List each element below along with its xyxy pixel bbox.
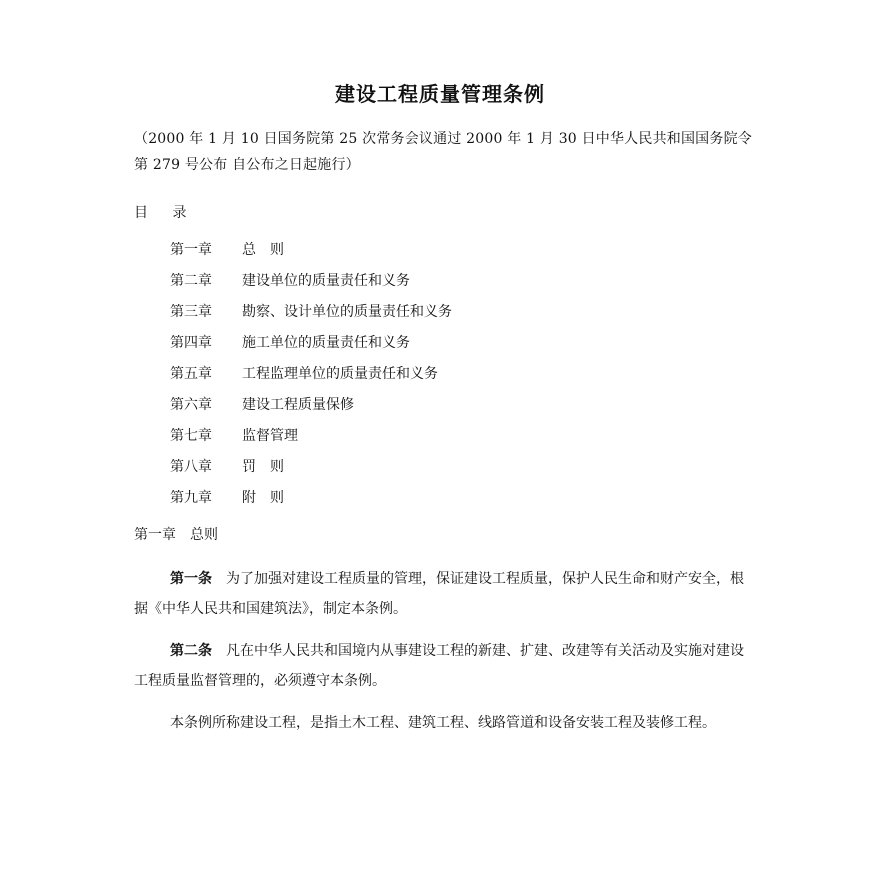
article-label: 第一条 [170, 571, 212, 587]
chapter-title: 总则 [190, 527, 218, 543]
article-2 [134, 636, 754, 696]
toc-item [170, 457, 452, 488]
toc-item [170, 302, 452, 333]
document-subtitle: （2000 年 1 月 10 日国务院第 25 次常务会议通过 2000 年 1 月 30 日中华人民共和国国务院令第 279 号公布 自公布之日起施行） [134, 131, 752, 173]
chapter-number: 第一章 [134, 527, 176, 543]
article-text: 凡在中华人民共和国境内从事建设工程的新建、扩建、改建等有关活动及实施对建设工程质量监督管理的，必须遵守本条例。 [134, 643, 744, 689]
toc-chapter-title: 总 则 [242, 242, 284, 258]
toc-chapter-number: 第三章 [170, 304, 212, 320]
toc-chapter-title: 工程监理单位的质量责任和义务 [242, 366, 438, 382]
toc-item [170, 426, 452, 457]
toc-chapter-title: 施工单位的质量责任和义务 [242, 335, 410, 351]
toc-chapter-title: 建设工程质量保修 [242, 397, 354, 413]
document-title: 建设工程质量管理条例 [335, 82, 545, 106]
body-paragraph: 本条例所称建设工程，是指土木工程、建筑工程、线路管道和设备安装工程及装修工程。 [170, 715, 716, 731]
toc-chapter-number: 第四章 [170, 335, 212, 351]
toc-chapter-number: 第七章 [170, 428, 212, 444]
article-text: 为了加强对建设工程质量的管理，保证建设工程质量，保护人民生命和财产安全，根据《中华人民共和国建筑法》，制定本条例。 [134, 571, 744, 617]
toc-chapter-number: 第一章 [170, 242, 212, 258]
toc-chapter-title: 监督管理 [242, 428, 298, 444]
article-label: 第二条 [170, 643, 212, 659]
toc-chapter-number: 第五章 [170, 366, 212, 382]
toc-chapter-title: 附 则 [242, 490, 284, 506]
toc-item [170, 364, 452, 395]
toc-chapter-title: 罚 则 [242, 459, 284, 475]
toc-item [170, 240, 452, 271]
toc-chapter-title: 勘察、设计单位的质量责任和义务 [242, 304, 452, 320]
toc-item [170, 488, 452, 519]
toc-heading: 目 录 [134, 205, 187, 221]
toc-chapter-number: 第九章 [170, 490, 212, 506]
toc-item [170, 395, 452, 426]
toc-item [170, 333, 452, 364]
table-of-contents [170, 240, 452, 519]
toc-chapter-title: 建设单位的质量责任和义务 [242, 273, 410, 289]
article-1 [134, 564, 754, 624]
toc-chapter-number: 第二章 [170, 273, 212, 289]
toc-item [170, 271, 452, 302]
toc-chapter-number: 第八章 [170, 459, 212, 475]
chapter-heading [134, 525, 218, 545]
toc-chapter-number: 第六章 [170, 397, 212, 413]
